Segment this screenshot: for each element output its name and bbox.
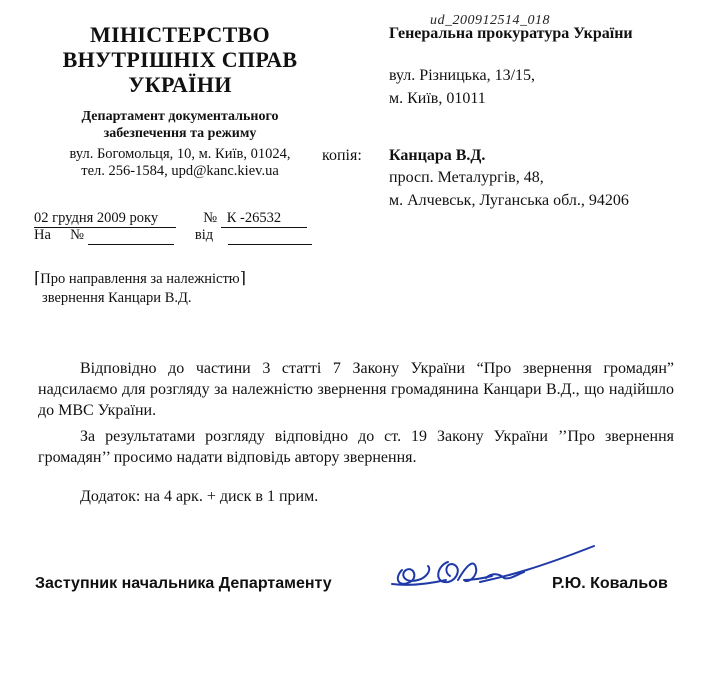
copy-address-line: м. Алчевськ, Луганська обл., 94206 bbox=[389, 192, 629, 209]
recipient-address-line: вул. Різницька, 13/15, bbox=[389, 67, 536, 84]
subject-bracket-left: ⌈ bbox=[34, 270, 41, 287]
recipient-address-line: м. Київ, 01011 bbox=[389, 90, 486, 107]
ministry-name bbox=[40, 22, 320, 97]
reference-number-blank bbox=[88, 227, 174, 245]
copy-name: Канцара В.Д. bbox=[389, 147, 486, 164]
body-paragraph-1-text: Відповідно до частини 3 статті 7 Закону України “Про звернення громадян” надсилаємо для розгляду за належністю звернення громадянина Канцари В.Д., що надійшло до МВС України. bbox=[38, 360, 674, 419]
signatory-title: Заступник начальника Департаменту bbox=[35, 575, 332, 592]
document-number: К -26532 bbox=[221, 210, 307, 228]
recipient-address bbox=[389, 64, 535, 110]
signatory-name: Р.Ю. Ковальов bbox=[552, 575, 668, 592]
reference-prefix: На bbox=[34, 227, 51, 243]
subject bbox=[34, 269, 246, 308]
document-date: 02 грудня 2009 року bbox=[34, 210, 176, 228]
copy-address bbox=[389, 166, 629, 212]
ministry-line: УКРАЇНИ bbox=[128, 72, 232, 97]
reference-date-label: від bbox=[194, 227, 214, 243]
ministry-line: ВНУТРІШНІХ СПРАВ bbox=[62, 47, 298, 72]
body-paragraph-2-text: За результатами розгляду відповідно до ст. 19 Закону України ’’Про звернення громадян’’ просимо надати відповідь автору звернення. bbox=[38, 428, 674, 466]
document-date-number bbox=[34, 210, 307, 228]
body-paragraph-1 bbox=[38, 358, 674, 421]
sender-address bbox=[40, 146, 320, 180]
sender-address-line: вул. Богомольця, 10, м. Київ, 01024, bbox=[69, 146, 291, 162]
copy-label: копія: bbox=[322, 147, 362, 164]
document-number-label: № bbox=[203, 210, 218, 226]
subject-line: звернення Канцари В.Д. bbox=[42, 290, 192, 306]
department-line: забезпечення та режиму bbox=[103, 126, 257, 141]
reference-date-blank bbox=[228, 227, 312, 245]
copy-address-line: просп. Металургів, 48, bbox=[389, 169, 544, 186]
body-paragraph-2 bbox=[38, 426, 674, 468]
archive-code: ud_200912514_018 bbox=[430, 13, 550, 28]
sender-address-line: тел. 256-1584, upd@kanc.kiev.ua bbox=[81, 163, 279, 179]
attachment-note: Додаток: на 4 арк. + диск в 1 прим. bbox=[80, 488, 319, 505]
subject-bracket-right: ⌉ bbox=[239, 270, 246, 287]
department-line: Департамент документального bbox=[81, 109, 279, 124]
department-name bbox=[40, 108, 320, 142]
recipient-name: Генеральна прокуратура України bbox=[389, 25, 633, 42]
subject-line: Про направлення за належністю bbox=[40, 271, 240, 287]
ministry-line: МІНІСТЕРСТВО bbox=[90, 22, 270, 47]
reference-line bbox=[34, 227, 312, 245]
reference-number-label: № bbox=[70, 227, 85, 243]
